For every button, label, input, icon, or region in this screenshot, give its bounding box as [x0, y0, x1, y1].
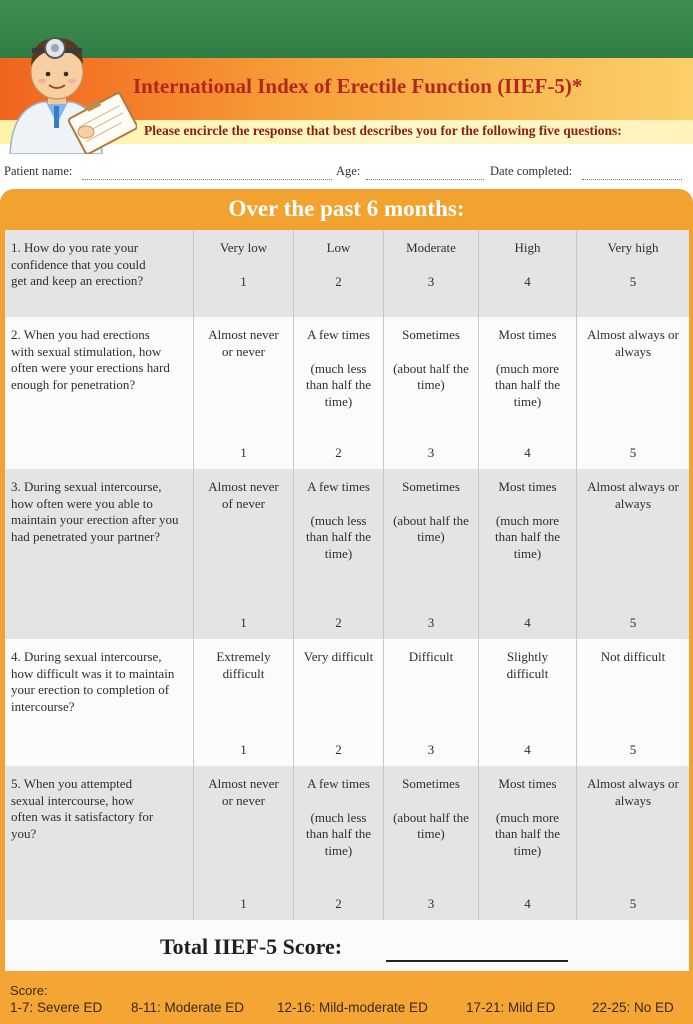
response-label: Most times	[498, 479, 557, 494]
response-score[interactable]: 3	[427, 444, 435, 460]
response-option[interactable]	[577, 317, 689, 469]
response-label: Almost never or never	[208, 776, 279, 808]
section-title: Over the past 6 months:	[228, 196, 465, 221]
score-range: 22-25: No ED	[592, 1000, 674, 1015]
response-frequency-note: (much less than half the time)	[306, 809, 371, 858]
form-title: International Index of Erectile Function (IIEF-5)*	[133, 74, 583, 98]
response-score[interactable]: 4	[524, 274, 531, 289]
response-option[interactable]	[194, 469, 294, 639]
response-score[interactable]: 2	[335, 444, 342, 460]
response-option[interactable]	[294, 230, 384, 317]
form-instructions: Please encircle the response that best describes you for the following five questions:	[144, 123, 622, 138]
doctor-illustration-icon	[2, 14, 137, 154]
question-text	[5, 230, 194, 317]
response-score[interactable]: 1	[240, 274, 247, 289]
response-score[interactable]: 4	[524, 614, 531, 630]
response-option[interactable]	[294, 766, 384, 920]
response-score[interactable]: 3	[427, 741, 435, 757]
response-label: Almost always or always	[587, 479, 679, 511]
response-label: Almost always or always	[587, 776, 679, 808]
response-label: Sometimes	[402, 776, 460, 791]
response-label: Extremely difficult	[216, 649, 271, 681]
response-option[interactable]	[294, 469, 384, 639]
response-option[interactable]	[479, 469, 577, 639]
response-option[interactable]	[577, 639, 689, 766]
response-label: Almost always or always	[587, 327, 679, 359]
question-row	[5, 469, 689, 639]
question-text	[5, 317, 194, 469]
response-score[interactable]: 5	[629, 614, 637, 630]
score-range: 12-16: Mild-moderate ED	[277, 1000, 428, 1015]
response-frequency-note: (about half the time)	[393, 360, 469, 392]
response-score[interactable]: 1	[240, 614, 247, 630]
score-key-band	[0, 971, 693, 1024]
response-frequency-note: (about half the time)	[393, 809, 469, 841]
response-option[interactable]	[479, 230, 577, 317]
total-score-field[interactable]	[386, 960, 568, 962]
response-score[interactable]: 5	[629, 895, 637, 911]
score-key-title: Score:	[10, 983, 48, 998]
question-label: 4. During sexual intercourse, how difficult was it to maintain your erection to completion of intercourse?	[11, 649, 175, 714]
response-frequency-note: (much more than half the time)	[495, 809, 560, 858]
total-score-label: Total IIEF-5 Score:	[160, 934, 343, 959]
date-completed-field[interactable]	[582, 179, 682, 180]
response-score[interactable]: 3	[427, 895, 435, 911]
score-range: 17-21: Mild ED	[466, 1000, 556, 1015]
age-field[interactable]	[366, 179, 484, 180]
response-label: A few times	[307, 776, 370, 791]
response-score[interactable]: 3	[427, 614, 435, 630]
response-label: Slightly difficult	[506, 649, 549, 681]
response-label: Most times	[498, 327, 557, 342]
response-label: High	[514, 240, 541, 255]
question-text	[5, 766, 194, 920]
response-frequency-note: (much less than half the time)	[306, 512, 371, 561]
response-label: Sometimes	[402, 327, 460, 342]
response-option[interactable]	[294, 639, 384, 766]
response-option[interactable]	[384, 317, 479, 469]
response-score[interactable]: 1	[240, 741, 247, 757]
response-score[interactable]: 5	[629, 741, 637, 757]
score-range: 1-7: Severe ED	[10, 1000, 103, 1015]
response-label: Moderate	[406, 240, 456, 255]
response-option[interactable]	[194, 766, 294, 920]
response-frequency-note: (much more than half the time)	[495, 360, 560, 409]
response-option[interactable]	[577, 766, 689, 920]
response-label: Difficult	[408, 649, 454, 664]
response-option[interactable]	[194, 230, 294, 317]
response-option[interactable]	[384, 766, 479, 920]
response-option[interactable]	[577, 230, 689, 317]
response-frequency-note: (much less than half the time)	[306, 360, 371, 409]
response-label: A few times	[307, 479, 370, 494]
age-label: Age:	[336, 164, 361, 178]
response-score[interactable]: 3	[427, 274, 435, 289]
response-option[interactable]	[479, 317, 577, 469]
response-label: Very difficult	[303, 649, 374, 664]
response-score[interactable]: 4	[524, 444, 531, 460]
response-option[interactable]	[577, 469, 689, 639]
question-label: 3. During sexual intercourse, how often were you able to maintain your erection after you had penetrated your partner?	[11, 479, 179, 544]
response-frequency-note: (about half the time)	[393, 512, 469, 544]
response-frequency-note: (much more than half the time)	[495, 512, 560, 561]
response-score[interactable]: 5	[629, 274, 637, 289]
response-score[interactable]: 4	[524, 741, 531, 757]
response-score[interactable]: 4	[524, 895, 531, 911]
response-option[interactable]	[194, 639, 294, 766]
response-option[interactable]	[384, 639, 479, 766]
date-completed-label: Date completed:	[490, 164, 573, 178]
patient-name-field[interactable]	[82, 179, 332, 180]
response-label: Very high	[607, 240, 659, 255]
response-option[interactable]	[294, 317, 384, 469]
total-score-area	[5, 920, 689, 971]
response-label: A few times	[307, 327, 370, 342]
response-score[interactable]: 2	[335, 895, 342, 911]
response-label: Not difficult	[600, 649, 666, 664]
response-option[interactable]	[384, 230, 479, 317]
patient-name-label: Patient name:	[4, 164, 73, 178]
question-text	[5, 469, 194, 639]
response-option[interactable]	[384, 469, 479, 639]
score-range: 8-11: Moderate ED	[131, 1000, 245, 1015]
question-row	[5, 766, 689, 920]
question-label: 1. How do you rate your confidence that you could get and keep an erection?	[11, 240, 146, 288]
question-row	[5, 317, 689, 469]
response-label: Almost never of never	[208, 479, 279, 511]
response-option[interactable]	[479, 766, 577, 920]
patient-info-row	[0, 162, 693, 184]
response-label: Most times	[498, 776, 557, 791]
question-label: 2. When you had erections with sexual stimulation, how often were your erections hard enough for penetration?	[11, 327, 170, 392]
response-option[interactable]	[194, 317, 294, 469]
question-row	[5, 230, 689, 317]
response-score[interactable]: 2	[335, 614, 342, 630]
response-score[interactable]: 2	[335, 274, 342, 289]
question-label: 5. When you attempted sexual intercourse, how often was it satisfactory for you?	[11, 776, 154, 841]
response-option[interactable]	[479, 639, 577, 766]
question-row	[5, 639, 689, 766]
response-score[interactable]: 1	[240, 444, 247, 460]
response-label: Almost never or never	[208, 327, 279, 359]
response-score[interactable]: 2	[335, 741, 342, 757]
response-label: Sometimes	[402, 479, 460, 494]
response-label: Low	[326, 240, 351, 255]
response-label: Very low	[219, 240, 268, 255]
response-score[interactable]: 1	[240, 895, 247, 911]
response-score[interactable]: 5	[629, 444, 637, 460]
question-text	[5, 639, 194, 766]
